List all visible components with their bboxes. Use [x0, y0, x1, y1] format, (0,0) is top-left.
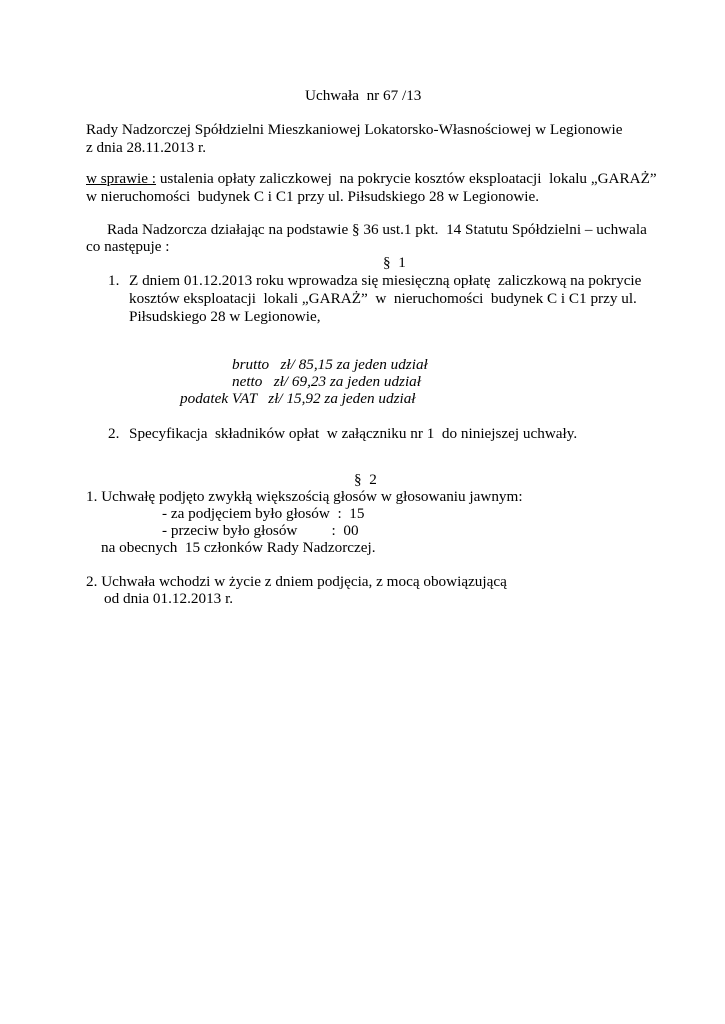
subject-text-1: ustalenia opłaty zaliczkowej na pokrycie kosztów eksploatacji lokalu „GARAŻ”	[156, 170, 657, 187]
section-2-item-2-line-1: 2. Uchwała wchodzi w życie z dniem podjęcia, z mocą obowiązującą	[86, 573, 507, 590]
preamble-line-1: Rada Nadzorcza działając na podstawie § 36 ust.1 pkt. 14 Statutu Spółdzielni – uchwala	[107, 221, 647, 238]
fee-brutto: brutto zł/ 85,15 za jeden udział	[232, 356, 428, 373]
resolution-title: Uchwała nr 67 /13	[305, 87, 422, 104]
votes-against: - przeciw było głosów : 00	[162, 522, 359, 539]
subject-line-1	[86, 170, 657, 188]
votes-for: - za podjęciem było głosów : 15	[162, 505, 365, 522]
section-1-item-2-number: 2.	[108, 425, 120, 442]
fee-vat: podatek VAT zł/ 15,92 za jeden udział	[180, 390, 416, 407]
subject-line-2: w nieruchomości budynek C i C1 przy ul. Piłsudskiego 28 w Legionowie.	[86, 188, 540, 205]
members-present: na obecnych 15 członków Rady Nadzorczej.	[101, 539, 376, 556]
section-2-heading: § 2	[354, 471, 377, 488]
section-1-item-1-number: 1.	[108, 272, 120, 289]
section-1-item-1-line-1: Z dniem 01.12.2013 roku wprowadza się miesięczną opłatę zaliczkową na pokrycie	[129, 272, 642, 289]
section-1-item-1-line-2: kosztów eksploatacji lokali „GARAŻ” w nieruchomości budynek C i C1 przy ul.	[129, 290, 637, 307]
section-1-item-1-line-3: Piłsudskiego 28 w Legionowie,	[129, 308, 321, 325]
section-2-item-2-line-2: od dnia 01.12.2013 r.	[104, 590, 234, 607]
section-2-item-1-line-1: 1. Uchwałę podjęto zwykłą większością głosów w głosowaniu jawnym:	[86, 488, 523, 505]
fee-netto: netto zł/ 69,23 za jeden udział	[232, 373, 421, 390]
section-1-item-2-text: Specyfikacja składników opłat w załączniku nr 1 do niniejszej uchwały.	[129, 425, 578, 442]
issuer-date: z dnia 28.11.2013 r.	[86, 139, 207, 156]
preamble-line-2: co następuje :	[86, 238, 170, 255]
section-1-heading: § 1	[383, 254, 406, 271]
issuer-line-1: Rady Nadzorczej Spółdzielni Mieszkaniowej Lokatorsko-Własnościowej w Legionowie	[86, 121, 623, 138]
subject-label: w sprawie :	[86, 170, 157, 187]
